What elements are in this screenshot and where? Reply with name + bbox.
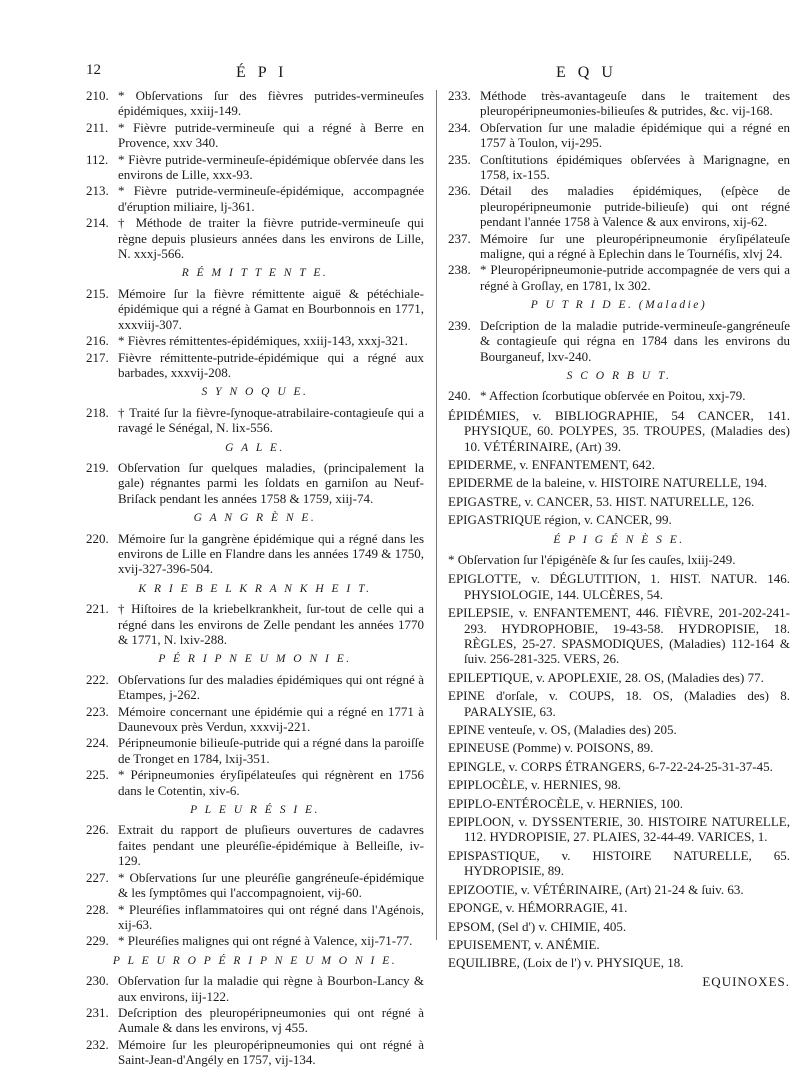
entry-text: Obſervation ſur une maladie épidémique qui a régné en 1757 à Toulon, vij-295. <box>480 119 790 151</box>
entry-number: 211. <box>86 119 109 135</box>
section-heading: P É R I P N E U M O N I E. <box>158 653 352 666</box>
cross-reference: EPIPLOON, v. DYSSENTERIE, 30. HISTOIRE NATURELLE, 112. HYDROPISIE, 27. PLAIES, 32-44-49. VARICES, 1. <box>448 814 790 845</box>
index-entry <box>448 231 790 262</box>
entry-number: 112. <box>86 151 109 167</box>
entry-number: 235. <box>448 151 471 167</box>
index-entry <box>86 902 424 933</box>
entry-text: Extrait du rapport de pluſieurs ouvertures de cadavres faites pendant une pleuréſie-épidémique à Belleiſle, iv-129. <box>118 822 424 869</box>
section-heading: G A L E. <box>225 441 285 454</box>
entry-text: * Pleuréſies malignes qui ont régné à Valence, xij-71-77. <box>118 933 413 949</box>
cross-reference: EPIDERME, v. ENFANTEMENT, 642. <box>448 456 656 472</box>
entry-text: * Affection ſcorbutique obſervée en Poitou, xxj-79. <box>480 388 746 404</box>
left-column <box>86 88 424 1069</box>
entry-text: Obſervation ſur quelques maladies, (principalement la gale) régnantes parmi les ſoldats en garniſon au Neuf-Briſack pendant les années 1758 & 1759, xiij-74. <box>118 459 424 506</box>
entry-number: 231. <box>86 1004 109 1020</box>
section-heading: P L E U R É S I E. <box>190 804 320 817</box>
entry-text: Conſtitutions épidémiques obſervées à Marignagne, en 1758, ix-155. <box>480 151 790 183</box>
running-head-left: É P I <box>236 64 288 81</box>
entry-number: 240. <box>448 388 471 404</box>
section-heading: P U T R I D E. (Maladie) <box>530 299 708 312</box>
cross-reference: EPILEPTIQUE, v. APOPLEXIE, 28. OS, (Maladies des) 77. <box>448 669 764 685</box>
section-heading: S Y N O Q U E. <box>201 386 309 399</box>
section-heading: P L E U R O P É R I P N E U M O N I E. <box>112 954 398 967</box>
cross-reference: EPSOM, (Sel d') v. CHIMIE, 405. <box>448 918 627 934</box>
entry-text: Mémoire ſur les pleuropéripneumonies qui ont régné à Saint-Jean-d'Angély en 1757, vij-134. <box>118 1036 424 1068</box>
cross-reference: EQUILIBRE, (Loix de l') v. PHYSIQUE, 18. <box>448 955 684 971</box>
cross-reference: EPIDERME de la baleine, v. HISTOIRE NATURELLE, 194. <box>448 475 768 491</box>
cross-reference: EPIPLO-ENTÉROCÈLE, v. HERNIES, 100. <box>448 795 683 811</box>
index-entry <box>448 183 790 229</box>
column-divider <box>436 90 437 940</box>
entry-number: 210. <box>86 88 109 103</box>
index-entry <box>86 88 424 119</box>
entry-number: 237. <box>448 230 471 246</box>
cross-reference: EPUISEMENT, v. ANÉMIE. <box>448 936 600 952</box>
entry-number: 219. <box>86 459 109 475</box>
entry-text: * Fièvre putride-vermineuſe qui a régné à Berre en Provence, xxv 340. <box>118 119 424 151</box>
cross-reference: EPINEUSE (Pomme) v. POISONS, 89. <box>448 740 654 756</box>
section-heading: G A N G R È N E. <box>193 512 317 525</box>
entry-text: * Pleuropéripneumonie-putride accompagnée de vers qui a régné à Groſlay, en 1781, lx 302. <box>480 262 790 293</box>
cross-reference: EPIZOOTIE, v. VÉTÉRINAIRE, (Art) 21-24 & ſuiv. 63. <box>448 881 744 897</box>
index-entry <box>86 405 424 436</box>
index-entry <box>86 767 424 798</box>
cross-references-2 <box>448 571 790 970</box>
index-entry <box>86 870 424 901</box>
epigenese-entry: * Obſervation ſur l'épigénèſe & ſur ſes cauſes, lxiij-249. <box>448 551 736 567</box>
entry-number: 214. <box>86 215 109 231</box>
entry-number: 222. <box>86 671 109 687</box>
index-entry <box>448 120 790 151</box>
index-entry <box>86 704 424 735</box>
entry-number: 228. <box>86 901 109 917</box>
entry-text: Fièvre rémittente-putride-épidémique qui a régné aux barbades, xxxvij-208. <box>118 349 424 380</box>
entry-number: 225. <box>86 767 109 783</box>
entry-text: * Péripneumonies éryſipélateuſes qui régnèrent en 1756 dans le Cotentin, xiv-6. <box>118 767 424 798</box>
index-entry <box>86 333 424 348</box>
entry-text: * Fièvres rémittentes-épidémiques, xxiij-143, xxxj-321. <box>118 333 408 349</box>
entry-text: † Hiſtoires de la kriebelkrankheit, ſur-tout de celle qui a régné dans les environs de Zelle pendant les années 1770 & 1771, N. lxiv-288. <box>118 601 424 647</box>
entry-text: Mémoire concernant une épidémie qui a régné en 1771 à Daunevoux près Verdun, xxxvij-221. <box>118 703 424 735</box>
entry-text: † Méthode de traiter la fièvre putride-vermineuſe qui règne depuis plusieurs années dans les environs de Lille, N. xxxj-566. <box>118 215 424 262</box>
section-heading: R É M I T T E N T E. <box>181 267 329 280</box>
cross-reference: EPINGLE, v. CORPS ÉTRANGERS, 6-7-22-24-25-31-37-45. <box>448 758 773 774</box>
index-entry <box>448 318 790 364</box>
cross-reference: EPIGASTRE, v. CANCER, 53. HIST. NATURELLE, 126. <box>448 493 755 509</box>
index-entry <box>86 120 424 151</box>
entry-text: * Fièvre putride-vermineuſe-épidémique, accompagnée d'éruption miliaire, lj-361. <box>118 183 424 214</box>
entry-number: 224. <box>86 735 109 751</box>
index-entry <box>448 88 790 119</box>
entry-text: * Obſervations ſur une pleuréſie gangréneuſe-épidémique & les ſymptômes qui l'accompagnoient, vij-60. <box>118 869 424 901</box>
index-entry <box>86 531 424 577</box>
cross-references <box>448 408 790 528</box>
entry-number: 236. <box>448 183 471 199</box>
entry-text: Obſervation ſur la maladie qui règne à Bourbon-Lancy & aux environs, iij-122. <box>118 973 424 1004</box>
entry-text: Méthode très-avantageuſe dans le traitement des pleuropéripneumonies-bilieuſes & putrides, &c. vij-168. <box>480 88 790 119</box>
entry-text: Mémoire ſur la gangrène épidémique qui a régné dans les environs de Lille en Flandre dans les années 1749 & 1750, xvij-327-396-504. <box>118 530 424 577</box>
index-entry <box>86 152 424 183</box>
index-entry <box>448 388 790 403</box>
cross-reference: EPINE d'orſale, v. COUPS, 18. OS, (Maladies des) 8. PARALYSIE, 63. <box>448 688 790 719</box>
entry-number: 223. <box>86 703 109 719</box>
right-column <box>448 88 790 989</box>
cross-reference: EPINE venteuſe, v. OS, (Maladies des) 205. <box>448 722 677 738</box>
index-entry <box>86 183 424 214</box>
entry-text: * Obſervations ſur des fièvres putrides-vermineuſes épidémiques, xxiij-149. <box>118 88 424 119</box>
index-entry <box>86 601 424 647</box>
entry-text: Détail des maladies épidémiques, (eſpèce de pleuropéripneumonie putride-bilieuſe) qui ont régné pendant l'année 1758 à Valence & aux environs, xij-62. <box>480 183 790 230</box>
index-entry <box>448 152 790 183</box>
cross-reference: EPISPASTIQUE, v. HISTOIRE NATURELLE, 65. HYDROPISIE, 89. <box>448 847 790 879</box>
entry-text: Mémoire ſur la fièvre rémittente aiguë & pétéchiale-épidémique qui a régné à Gamat en Bourbonnois en 1771, xxxviij-307. <box>118 285 424 332</box>
entry-number: 232. <box>86 1036 109 1052</box>
index-entry <box>86 350 424 381</box>
entry-number: 218. <box>86 404 109 420</box>
entry-number: 233. <box>448 88 471 103</box>
entry-number: 217. <box>86 349 109 365</box>
entry-number: 215. <box>86 285 109 301</box>
entry-number: 227. <box>86 869 109 885</box>
entry-text: Obſervations ſur des maladies épidémiques qui ont régné à Etampes, j-262. <box>118 671 424 703</box>
cross-reference: EPIGASTRIQUE région, v. CANCER, 99. <box>448 512 672 528</box>
entry-text: * Pleuréſies inflammatoires qui ont régné dans l'Agénois, xij-63. <box>118 901 424 932</box>
cross-reference: EPIPLOCÈLE, v. HERNIES, 98. <box>448 777 621 793</box>
index-entry <box>86 286 424 332</box>
entry-number: 239. <box>448 317 471 333</box>
cross-reference: ÉPIDÉMIES, v. BIBLIOGRAPHIE, 54 CANCER, 141. PHYSIQUE, 60. POLYPES, 35. TROUPES, (Maladies des) 10. VÉTÉRINAIRE, (Art) 39. <box>448 407 790 454</box>
entry-number: 216. <box>86 333 109 349</box>
entry-text: Mémoire ſur une pleuropéripneumonie éryſipélateuſe maligne, qui a régné à Eplechin dans le Tournéſis, xlvj 24. <box>480 230 790 262</box>
entry-number: 213. <box>86 183 109 199</box>
index-entry <box>86 822 424 868</box>
index-entry <box>86 1037 424 1068</box>
entry-text: * Fièvre putride-vermineuſe-épidémique obſervée dans les environs de Lille, xxx-93. <box>118 151 424 183</box>
cross-reference: EPIGLOTTE, v. DÉGLUTITION, 1. HIST. NATUR. 146. PHYSIOLOGIE, 144. ULCÈRES, 54. <box>448 571 790 602</box>
index-entry <box>86 735 424 766</box>
catchword: EQUINOXES. <box>702 973 790 989</box>
section-heading: K R I E B E L K R A N K H E I T. <box>138 582 372 595</box>
index-entry <box>86 973 424 1004</box>
page-number: 12 <box>86 62 101 78</box>
right-entries <box>448 88 790 404</box>
entry-number: 238. <box>448 262 471 278</box>
entry-number: 230. <box>86 973 109 989</box>
index-entry <box>86 460 424 506</box>
section-heading-epigenese: É P I G É N È S E. <box>553 533 685 546</box>
cross-reference: EPONGE, v. HÉMORRAGIE, 41. <box>448 900 628 916</box>
entry-text: † Traité ſur la fièvre-ſynoque-atrabilaire-contagieuſe qui a ravagé le Sénégal, N. lix-556. <box>118 404 424 436</box>
entry-text: Péripneumonie bilieuſe-putride qui a régné dans la paroiſſe de Tronget en 1784, lxij-351. <box>118 735 424 766</box>
index-entry <box>86 1005 424 1036</box>
index-entry <box>86 215 424 261</box>
entry-text: Deſcription des pleuropéripneumonies qui ont régné à Aumale & dans les environs, vj 455. <box>118 1004 424 1036</box>
entry-number: 221. <box>86 601 109 617</box>
cross-reference: EPILEPSIE, v. ENFANTEMENT, 446. FIÈVRE, 201-202-241-293. HYDROPHOBIE, 19-43-58. HYDROPISIE, 18. RÈGLES, 25-27. SPASMODIQUES, (Maladies) 112-164 & ſuiv. 256-281-325. VERS, 26. <box>448 605 790 667</box>
section-heading: S C O R B U T. <box>566 369 672 382</box>
entry-number: 229. <box>86 933 109 949</box>
entry-number: 234. <box>448 119 471 135</box>
index-entry <box>86 672 424 703</box>
entry-number: 220. <box>86 530 109 546</box>
entry-text: Deſcription de la maladie putride-vermineuſe-gangréneuſe & contagieuſe qui régna en 1784 dans les environs du Bourganeuf, lxv-240. <box>480 317 790 364</box>
running-head-right: E Q U <box>556 64 617 81</box>
entry-number: 226. <box>86 822 109 838</box>
index-entry <box>86 933 424 948</box>
index-entry <box>448 262 790 293</box>
